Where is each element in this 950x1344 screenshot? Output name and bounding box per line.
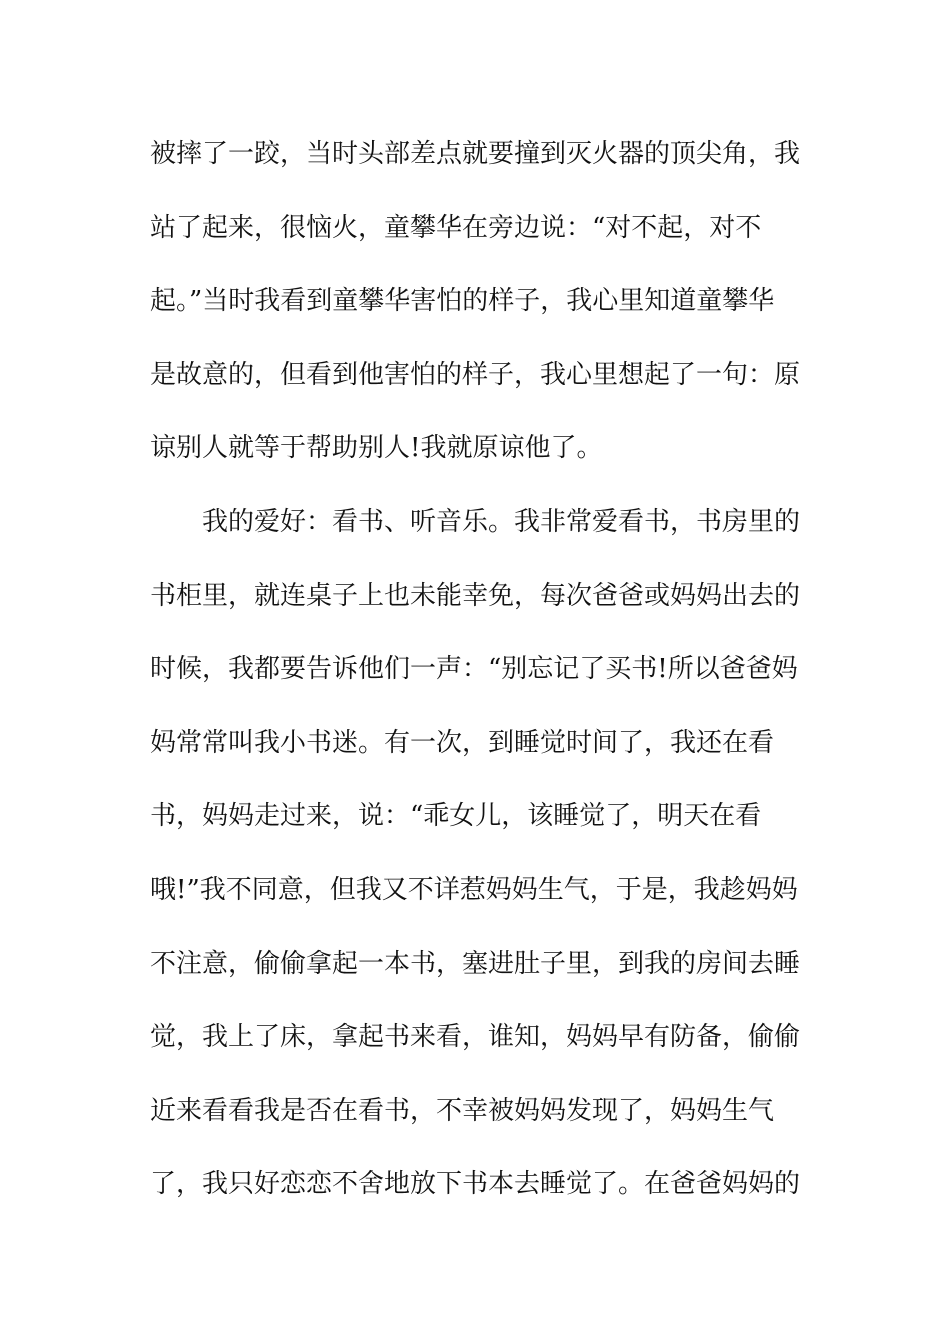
text-line: 了，我只好恋恋不舍地放下书本去睡觉了。在爸爸妈妈的 <box>150 1169 801 1200</box>
text-line: 书，妈妈走过来，说：“乖女儿，该睡觉了，明天在看 <box>150 801 762 832</box>
text-line: 书柜里，就连桌子上也未能幸免，每次爸爸或妈妈出去的 <box>150 580 801 611</box>
text-line: 站了起来，很恼火，童攀华在旁边说：“对不起，对不 <box>150 212 762 243</box>
text-line: 时候，我都要告诉他们一声：“别忘记了买书!所以爸爸妈 <box>150 654 798 685</box>
text-line: 是故意的，但看到他害怕的样子，我心里想起了一句：原 <box>150 359 801 390</box>
text-line: 谅别人就等于帮助别人!我就原谅他了。 <box>150 433 603 464</box>
text-line: 被摔了一跤，当时头部差点就要撞到灭火器的顶尖角，我 <box>150 139 801 169</box>
text-line: 起。”当时我看到童攀华害怕的样子，我心里知道童攀华 <box>150 286 775 317</box>
text-line: 哦!”我不同意，但我又不详惹妈妈生气，于是，我趁妈妈 <box>150 874 798 905</box>
text-line: 觉，我上了床，拿起书来看，谁知，妈妈早有防备，偷偷 <box>150 1022 801 1053</box>
text-line: 妈常常叫我小书迷。有一次，到睡觉时间了，我还在看 <box>150 727 775 758</box>
body-text <box>150 124 830 1228</box>
text-line: 不注意，偷偷拿起一本书，塞进肚子里，到我的房间去睡 <box>150 948 801 979</box>
text-line: 近来看看我是否在看书，不幸被妈妈发现了，妈妈生气 <box>150 1095 775 1126</box>
paragraph-start-line: 我的爱好：看书、听音乐。我非常爱看书，书房里的 <box>202 506 801 537</box>
